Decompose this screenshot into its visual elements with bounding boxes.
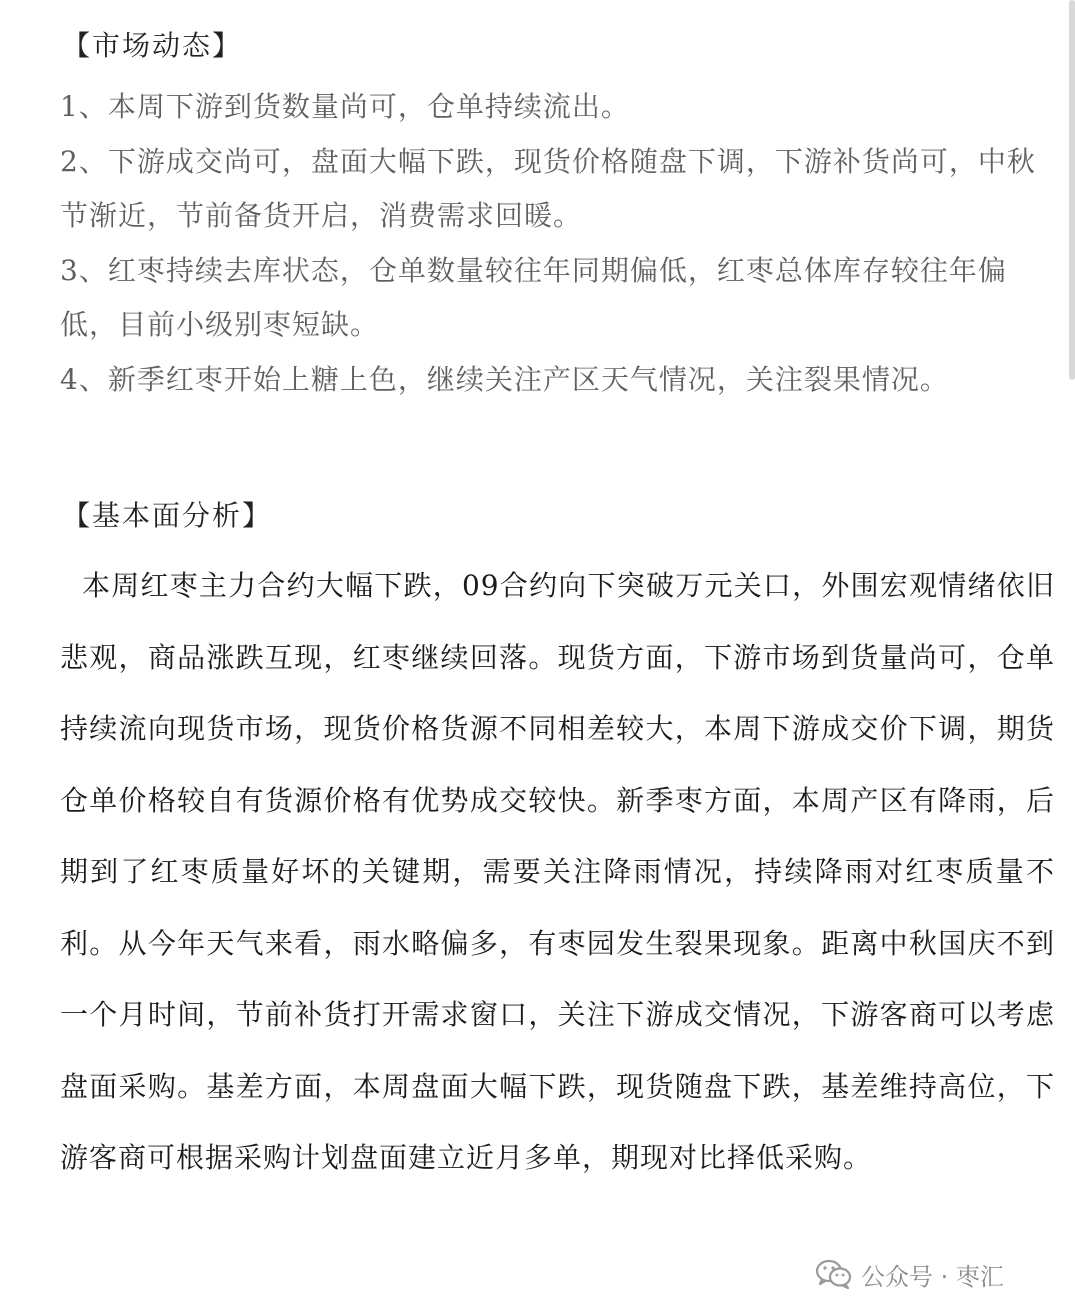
market-item-2: 2、下游成交尚可，盘面大幅下跌，现货价格随盘下调，下游补货尚可，中秋节渐近，节前备货开启，消费需求回暖。: [60, 144, 1036, 232]
watermark-text: 公众号 · 枣汇: [861, 1262, 1004, 1291]
market-item-4: 4、新季红枣开始上糖上色，继续关注产区天气情况，关注裂果情况。: [60, 362, 949, 396]
fundamental-analysis-heading: 【基本面分析】: [62, 499, 273, 532]
scrollbar[interactable]: [1069, 0, 1075, 380]
market-dynamics-heading: 【市场动态】: [62, 29, 243, 62]
market-dynamics-list: [60, 80, 1050, 407]
market-item-1: 1、本周下游到货数量尚可，仓单持续流出。: [60, 90, 630, 123]
market-item-3: 3、红枣持续去库状态，仓单数量较往年同期偏低，红枣总体库存较往年偏低，目前小级别枣短缺。: [60, 253, 1007, 341]
fundamental-analysis-body: 本周红枣主力合约大幅下跌，09合约向下突破万元关口，外围宏观情绪依旧悲观，商品涨跌互现，红枣继续回落。现货方面，下游市场到货量尚可，仓单持续流向现货市场，现货价格货源不同相差较大，本周下游成交价下调，期货仓单价格较自有货源价格有优势成交较快。新季枣方面，本周产区有降雨，后期到了红枣质量好坏的关键期，需要关注降雨情况，持续降雨对红枣质量不利。从今年天气来看，雨水略偏多，有枣园发生裂果现象。距离中秋国庆不到一个月时间，节前补货打开需求窗口，关注下游成交情况，下游客商可以考虑盘面采购。基差方面，本周盘面大幅下跌，现货随盘下跌，基差维持高位，下游客商可根据采购计划盘面建立近月多单，期现对比择低采购。: [60, 569, 1055, 1174]
watermark: [815, 1254, 1004, 1294]
wechat-icon: [815, 1258, 853, 1290]
